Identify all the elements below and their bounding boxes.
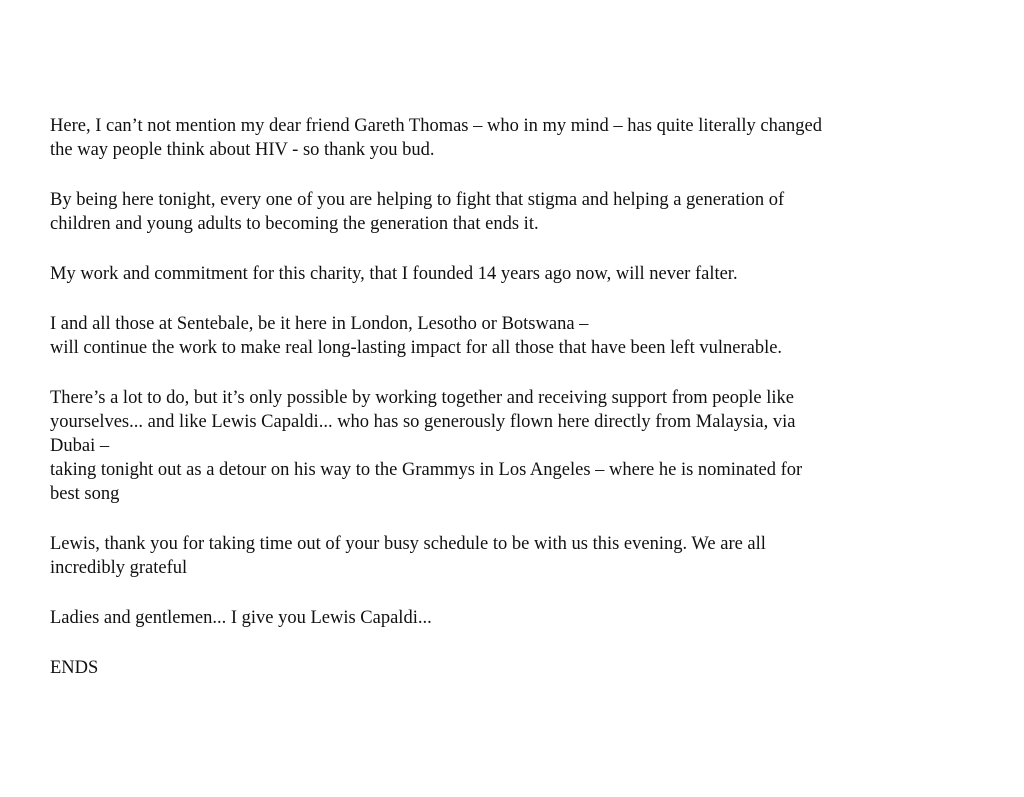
text-line: the way people think about HIV - so thank you bud.: [50, 140, 435, 160]
text-line: There’s a lot to do, but it’s only possible by working together and receiving support from people like: [50, 388, 794, 408]
text-line: Lewis, thank you for taking time out of your busy schedule to be with us this evening. We are all: [50, 534, 766, 554]
text-line: By being here tonight, every one of you are helping to fight that stigma and helping a generation of: [50, 190, 785, 210]
text-line: incredibly grateful: [50, 558, 188, 578]
paragraph-introduction: [50, 606, 930, 630]
text-line: yourselves... and like Lewis Capaldi... who has so generously flown here directly from Malaysia, via: [50, 412, 796, 432]
text-line: Ladies and gentlemen... I give you Lewis Capaldi...: [50, 608, 432, 628]
paragraph-gareth-thomas: [50, 114, 930, 162]
text-line: ENDS: [50, 658, 99, 678]
text-line: Here, I can’t not mention my dear friend Gareth Thomas – who in my mind – has quite literally changed: [50, 116, 822, 136]
paragraph-stigma: [50, 188, 930, 236]
document-body: [50, 114, 930, 706]
text-line: Dubai –: [50, 436, 110, 456]
paragraph-sentebale: [50, 312, 930, 360]
paragraph-thank-you-lewis: [50, 532, 930, 580]
paragraph-commitment: [50, 262, 930, 286]
text-line: taking tonight out as a detour on his way to the Grammys in Los Angeles – where he is nominated for: [50, 460, 803, 480]
text-line: best song: [50, 484, 120, 504]
text-line: I and all those at Sentebale, be it here in London, Lesotho or Botswana –: [50, 314, 589, 334]
paragraph-ends: [50, 656, 930, 680]
text-line: My work and commitment for this charity, that I founded 14 years ago now, will never falter.: [50, 264, 738, 284]
paragraph-lewis-capaldi-intro: [50, 386, 930, 506]
text-line: children and young adults to becoming the generation that ends it.: [50, 214, 539, 234]
text-line: will continue the work to make real long-lasting impact for all those that have been left vulnerable.: [50, 338, 783, 358]
